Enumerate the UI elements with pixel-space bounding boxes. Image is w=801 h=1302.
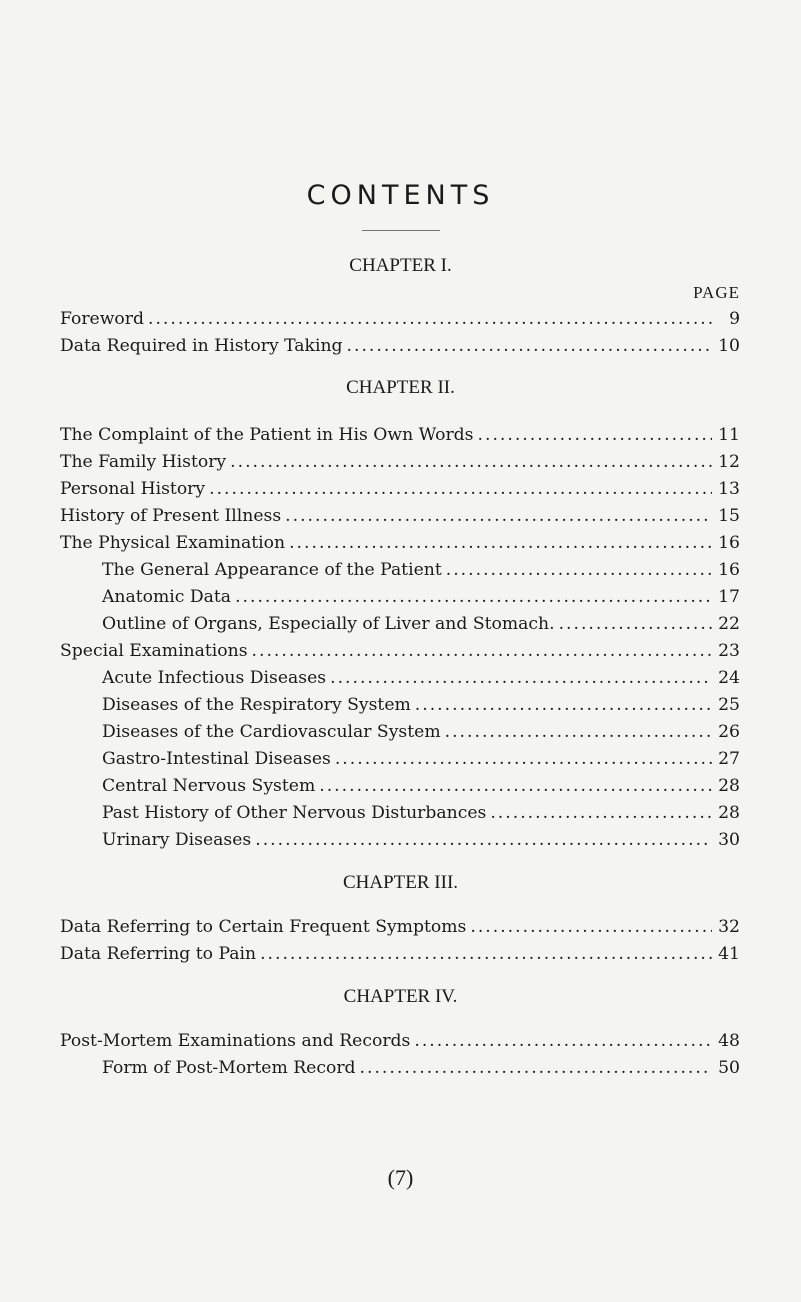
toc-entry (60, 422, 740, 448)
toc-subentry (102, 584, 740, 610)
dot-leader (319, 773, 712, 799)
toc-entry (60, 1028, 740, 1054)
toc-entry-page: 23 (718, 641, 740, 661)
toc-entry-title: Data Referring to Certain Frequent Symptoms (60, 917, 467, 937)
toc-entry-page: 24 (718, 668, 740, 688)
dot-leader (445, 719, 712, 745)
title-rule (362, 230, 440, 231)
toc-entry-title: Central Nervous System (102, 776, 316, 796)
toc-entry-title: Past History of Other Nervous Disturbances (102, 803, 487, 823)
toc-entry (60, 638, 740, 664)
toc-entry-title: Acute Infectious Diseases (102, 668, 327, 688)
dot-leader (209, 476, 712, 502)
dot-leader (414, 1028, 712, 1054)
dot-leader (360, 1055, 712, 1081)
page-folio: (7) (387, 1165, 414, 1190)
page-column-label: PAGE (693, 283, 740, 302)
toc-entry-page: 50 (718, 1058, 740, 1078)
toc-subentry (102, 746, 740, 772)
toc-entry-page: 32 (718, 917, 740, 937)
toc-entry-page: 11 (718, 425, 740, 445)
toc-entry-page: 12 (718, 452, 740, 472)
dot-leader (330, 665, 712, 691)
dot-leader (470, 914, 712, 940)
toc-subentry (102, 665, 740, 691)
toc-entry-page: 15 (718, 506, 740, 526)
toc-entry-title: The Physical Examination (60, 533, 286, 553)
toc-subentry (102, 827, 740, 853)
dot-leader (235, 584, 712, 610)
toc-subentry (102, 611, 740, 637)
toc-entry-title: Data Referring to Pain (60, 944, 257, 964)
toc-subentry (102, 773, 740, 799)
toc-subentry (102, 692, 740, 718)
toc-entry-page: 16 (718, 560, 740, 580)
dot-leader (446, 557, 712, 583)
dot-leader (490, 800, 712, 826)
toc-entry-page: 26 (718, 722, 740, 742)
dot-leader (255, 827, 712, 853)
toc-subentry (102, 719, 740, 745)
chapter-heading: CHAPTER II. (346, 377, 455, 398)
toc-entry-title: Urinary Diseases (102, 830, 252, 850)
toc-entry-title: Diseases of the Cardiovascular System (102, 722, 441, 742)
chapter-heading: CHAPTER III. (342, 872, 459, 893)
toc-entry-page: 13 (718, 479, 740, 499)
toc-entry-page: 22 (718, 614, 740, 634)
toc-entry-title: History of Present Illness (60, 506, 282, 526)
toc-entry-title: Foreword (60, 309, 144, 329)
toc-entry-title: Data Required in History Taking (60, 336, 343, 356)
toc-entry-title: Outline of Organs, Especially of Liver and Stomach. (102, 614, 555, 634)
dot-leader (559, 611, 712, 637)
toc-entry (60, 530, 740, 556)
toc-entry-page: 30 (718, 830, 740, 850)
toc-entry-page: 25 (718, 695, 740, 715)
dot-leader (252, 638, 712, 664)
toc-subentry (102, 1055, 740, 1081)
dot-leader (347, 333, 712, 359)
toc-entry (60, 449, 740, 475)
toc-entry-title: The General Appearance of the Patient (102, 560, 442, 580)
toc-entry-page: 48 (718, 1031, 740, 1051)
toc-entry (60, 306, 740, 332)
contents-title: CONTENTS (306, 180, 495, 211)
toc-entry-title: The Family History (60, 452, 227, 472)
dot-leader (148, 306, 712, 332)
dot-leader (415, 692, 712, 718)
dot-leader (230, 449, 712, 475)
toc-entry (60, 503, 740, 529)
toc-entry-page: 28 (718, 776, 740, 796)
toc-entry (60, 914, 740, 940)
toc-entry (60, 941, 740, 967)
toc-entry-title: Special Examinations (60, 641, 248, 661)
toc-entry-page: 9 (729, 309, 740, 329)
toc-entry-title: Personal History (60, 479, 206, 499)
toc-entry-page: 28 (718, 803, 740, 823)
toc-entry (60, 333, 740, 359)
toc-subentry (102, 800, 740, 826)
dot-leader (335, 746, 712, 772)
toc-entry-page: 27 (718, 749, 740, 769)
toc-entry (60, 476, 740, 502)
toc-subentry (102, 557, 740, 583)
dot-leader (285, 503, 712, 529)
dot-leader (478, 422, 712, 448)
toc-entry-title: Post-Mortem Examinations and Records (60, 1031, 411, 1051)
toc-entry-page: 16 (718, 533, 740, 553)
toc-entry-title: Gastro-Intestinal Diseases (102, 749, 331, 769)
toc-entry-page: 10 (718, 336, 740, 356)
toc-entry-title: Diseases of the Respiratory System (102, 695, 411, 715)
toc-entry-page: 41 (718, 944, 740, 964)
toc-entry-title: Anatomic Data (102, 587, 232, 607)
dot-leader (260, 941, 712, 967)
chapter-heading: CHAPTER I. (349, 255, 452, 276)
toc-entry-title: Form of Post-Mortem Record (102, 1058, 356, 1078)
dot-leader (289, 530, 712, 556)
toc-entry-page: 17 (718, 587, 740, 607)
toc-entry-title: The Complaint of the Patient in His Own Words (60, 425, 474, 445)
chapter-heading: CHAPTER IV. (343, 986, 458, 1007)
